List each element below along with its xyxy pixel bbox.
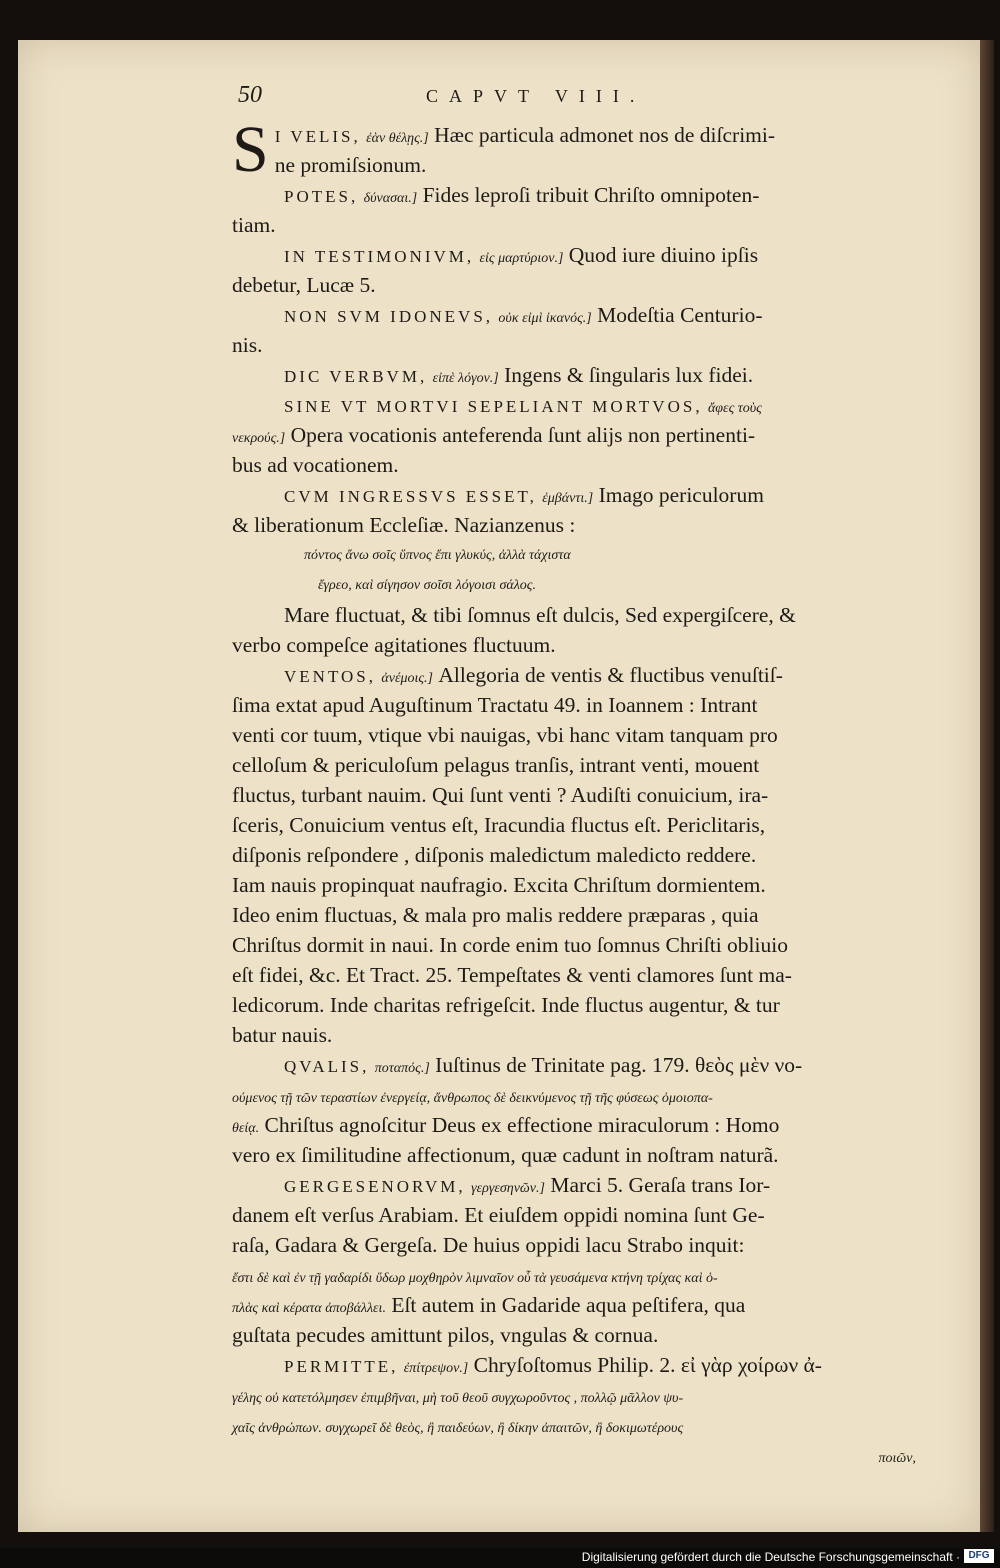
text-lines <box>232 113 922 1470</box>
text-line <box>232 1080 922 1110</box>
latin-text: verbo compeſce agitationes fluctuum. <box>232 633 556 657</box>
greek-text: δύνασαι.] <box>363 191 418 206</box>
latin-text: Eſt autem in Gadaride aqua peſtifera, qua <box>391 1293 746 1317</box>
digitization-credit: Digitalisierung gefördert durch die Deutsche Forschungsgemeinschaft · <box>581 1550 960 1564</box>
lemma: NON SVM IDONEVS, <box>284 307 494 326</box>
latin-text: nis. <box>232 333 263 357</box>
greek-text: νεκρούς.] <box>232 431 286 446</box>
dfg-logo: DFG <box>964 1549 994 1563</box>
greek-text: οὐκ εἰμὶ ἱκανός.] <box>498 311 592 326</box>
latin-text: raſa, Gadara & Gergeſa. De huius oppidi lacu Strabo inquit: <box>232 1233 745 1257</box>
running-head <box>232 80 922 120</box>
text-line <box>232 1050 922 1080</box>
latin-text: danem eſt verſus Arabiam. Et eiuſdem oppidi nomina ſunt Ge- <box>232 1203 765 1227</box>
latin-text: batur nauis. <box>232 1023 333 1047</box>
lemma: PERMITTE, <box>284 1357 399 1376</box>
latin-text: diſponis reſpondere , diſponis maledictum maledicto reddere. <box>232 843 757 867</box>
text-line <box>232 480 922 510</box>
latin-text: bus ad vocationem. <box>232 453 399 477</box>
page-text <box>232 80 922 1470</box>
greek-text: εἰπὲ λόγον.] <box>432 371 499 386</box>
page-edge <box>980 40 994 1532</box>
page-number: 50 <box>238 82 262 108</box>
text-line <box>232 1170 922 1200</box>
text-line <box>232 870 922 900</box>
greek-text: ἐὰν θέλῃς.] <box>366 131 429 146</box>
text-line <box>232 1440 922 1470</box>
greek-text: ἔστι δὲ καὶ ἐν τῇ γαδαρίδι ὕδωρ μοχθηρὸν λιμναῖον οὗ τὰ γευσάμενα κτήνη τρίχας καὶ ὁ- <box>232 1271 718 1286</box>
text-line <box>232 630 922 660</box>
text-line <box>232 1140 922 1170</box>
text-line <box>232 780 922 810</box>
text-line <box>232 1230 922 1260</box>
text-line <box>232 330 922 360</box>
latin-text: tiam. <box>232 213 276 237</box>
greek-text: ἐπίτρεψον.] <box>403 1361 469 1376</box>
text-line <box>232 210 922 240</box>
text-line <box>232 810 922 840</box>
chapter-title: CAPVT VIII. <box>426 86 646 106</box>
text-line <box>232 390 922 420</box>
greek-text: ἄφες τοὺς <box>707 401 762 416</box>
text-line <box>232 840 922 870</box>
text-line <box>232 1110 922 1140</box>
latin-text: celloſum & periculoſum pelagus tranſis, intrant venti, mouent <box>232 753 760 777</box>
latin-text: fluctus, turbant nauim. Qui ſunt venti ? Audiſti conuicium, ira- <box>232 783 769 807</box>
text-line <box>232 240 922 270</box>
latin-text: & liberationum Eccleſiæ. Nazianzenus : <box>232 513 576 537</box>
latin-text: Ideo enim fluctuas, & mala pro malis reddere præparas , quia <box>232 903 759 927</box>
text-line <box>232 1350 922 1380</box>
latin-text: Modeſtia Centurio- <box>597 303 763 327</box>
text-line <box>232 150 922 180</box>
latin-text: Quod iure diuino ipſis <box>568 243 759 267</box>
latin-text: Mare fluctuat, & tibi ſomnus eſt dulcis, Sed expergiſcere, & <box>284 603 796 627</box>
text-line <box>232 1410 922 1440</box>
greek-text: ἔγρεο, καὶ σίγησον σοῖσι λόγοισι σάλος. <box>318 578 536 593</box>
text-line <box>232 1020 922 1050</box>
latin-text: Allegoria de ventis & fluctibus venuſtiſ- <box>438 663 783 687</box>
greek-text: ἐμβάντι.] <box>542 491 594 506</box>
lemma: POTES, <box>284 187 359 206</box>
latin-text: Chryſoſtomus Philip. 2. εἰ γὰρ χοίρων ἀ- <box>473 1353 822 1377</box>
lemma: VENTOS, <box>284 667 376 686</box>
latin-text: Marci 5. Geraſa trans Ior- <box>550 1173 771 1197</box>
latin-text: ſima extat apud Auguſtinum Tractatu 49. in Ioannem : Intrant <box>232 693 758 717</box>
text-line <box>232 930 922 960</box>
greek-text: εἰς μαρτύριον.] <box>479 251 564 266</box>
latin-text: Imago periculorum <box>598 483 764 507</box>
text-line <box>232 1290 922 1320</box>
text-line <box>232 180 922 210</box>
text-line <box>232 360 922 390</box>
latin-text: Iam nauis propinquat naufragio. Excita Chriſtum dormientem. <box>232 873 766 897</box>
text-line <box>232 960 922 990</box>
text-line <box>232 570 922 600</box>
text-line <box>232 690 922 720</box>
latin-text: Chriſtus dormit in naui. In corde enim tuo ſomnus Chriſti obliuio <box>232 933 788 957</box>
text-line <box>232 750 922 780</box>
latin-text: Ingens & ſingularis lux fidei. <box>504 363 754 387</box>
greek-text: θείᾳ. <box>232 1121 260 1136</box>
text-line <box>232 1380 922 1410</box>
text-line <box>232 990 922 1020</box>
latin-text: ne promiſsionum. <box>274 153 427 177</box>
text-line <box>232 420 922 450</box>
drop-cap: S <box>232 113 269 186</box>
greek-text: ποιῶν, <box>878 1451 916 1466</box>
latin-text: ſceris, Conuicium ventus eſt, Iracundia fluctus eſt. Periclitaris, <box>232 813 766 837</box>
text-line <box>232 510 922 540</box>
latin-text: ledicorum. Inde charitas refrigeſcit. Inde fluctus augentur, & tur <box>232 993 780 1017</box>
text-line <box>232 600 922 630</box>
latin-text: eſt fidei, &c. Et Tract. 25. Tempeſtates & venti clamores ſunt ma- <box>232 963 792 987</box>
text-line <box>232 1320 922 1350</box>
latin-text: debetur, Lucæ 5. <box>232 273 376 297</box>
latin-text: vero ex ſimilitudine affectionum, quæ cadunt in noſtram naturã. <box>232 1143 779 1167</box>
text-line <box>232 1200 922 1230</box>
text-line <box>232 300 922 330</box>
text-line <box>232 1260 922 1290</box>
lemma: I VELIS, <box>274 127 361 146</box>
greek-text: χαῖς ἀνθρώπων. συγχωρεῖ δὲ θεὸς, ἢ παιδεύων, ἢ δίκην ἀπαιτῶν, ἢ δοκιμωτέρους <box>232 1421 684 1436</box>
lemma: IN TESTIMONIVM, <box>284 247 475 266</box>
lemma: CVM INGRESSVS ESSET, <box>284 487 537 506</box>
lemma: QVALIS, <box>284 1057 370 1076</box>
text-line <box>232 660 922 690</box>
greek-text: ποταπός.] <box>374 1061 430 1076</box>
greek-text: γεργεσηνῶν.] <box>471 1181 545 1196</box>
latin-text: Chriſtus agnoſcitur Deus ex effectione miraculorum : Homo <box>264 1113 780 1137</box>
text-line <box>232 900 922 930</box>
latin-text: venti cor tuum, vtique vbi nauigas, vbi hanc vitam tanquam pro <box>232 723 778 747</box>
latin-text: Iuſtinus de Trinitate pag. 179. θεὸς μὲν νο- <box>435 1053 803 1077</box>
latin-text: Fides leproſi tribuit Chriſto omnipoten- <box>422 183 760 207</box>
greek-text: γέλης οὐ κατετόλμησεν ἐπιμβῆναι, μὴ τοῦ θεοῦ συγχωροῦντος , πολλῷ μᾶλλον ψυ- <box>232 1391 684 1406</box>
lemma: GERGESENORVM, <box>284 1177 466 1196</box>
text-line <box>232 720 922 750</box>
greek-text: ούμενος τῇ τῶν τεραστίων ἐνεργείᾳ, ἄνθρωπος δὲ δεικνύμενος τῇ τῆς φύσεως ὁμοιοπα- <box>232 1091 713 1106</box>
greek-text: ἀνέμοις.] <box>381 671 433 686</box>
lemma: SINE VT MORTVI SEPELIANT MORTVOS, <box>284 397 703 416</box>
lemma: DIC VERBVM, <box>284 367 428 386</box>
greek-text: πόντος ἄνω σοῖς ὕπνος ἔπι γλυκύς, ἀλλὰ τάχιστα <box>304 548 571 563</box>
greek-text: πλὰς καὶ κέρατα ἀποβάλλει. <box>232 1301 386 1316</box>
text-line <box>232 270 922 300</box>
latin-text: Hæc particula admonet nos de diſcrimi- <box>434 123 776 147</box>
latin-text: guſtata pecudes amittunt pilos, vngulas & cornua. <box>232 1323 659 1347</box>
latin-text: Opera vocationis anteferenda ſunt alijs non pertinenti- <box>290 423 756 447</box>
text-line <box>232 450 922 480</box>
text-line <box>232 540 922 570</box>
